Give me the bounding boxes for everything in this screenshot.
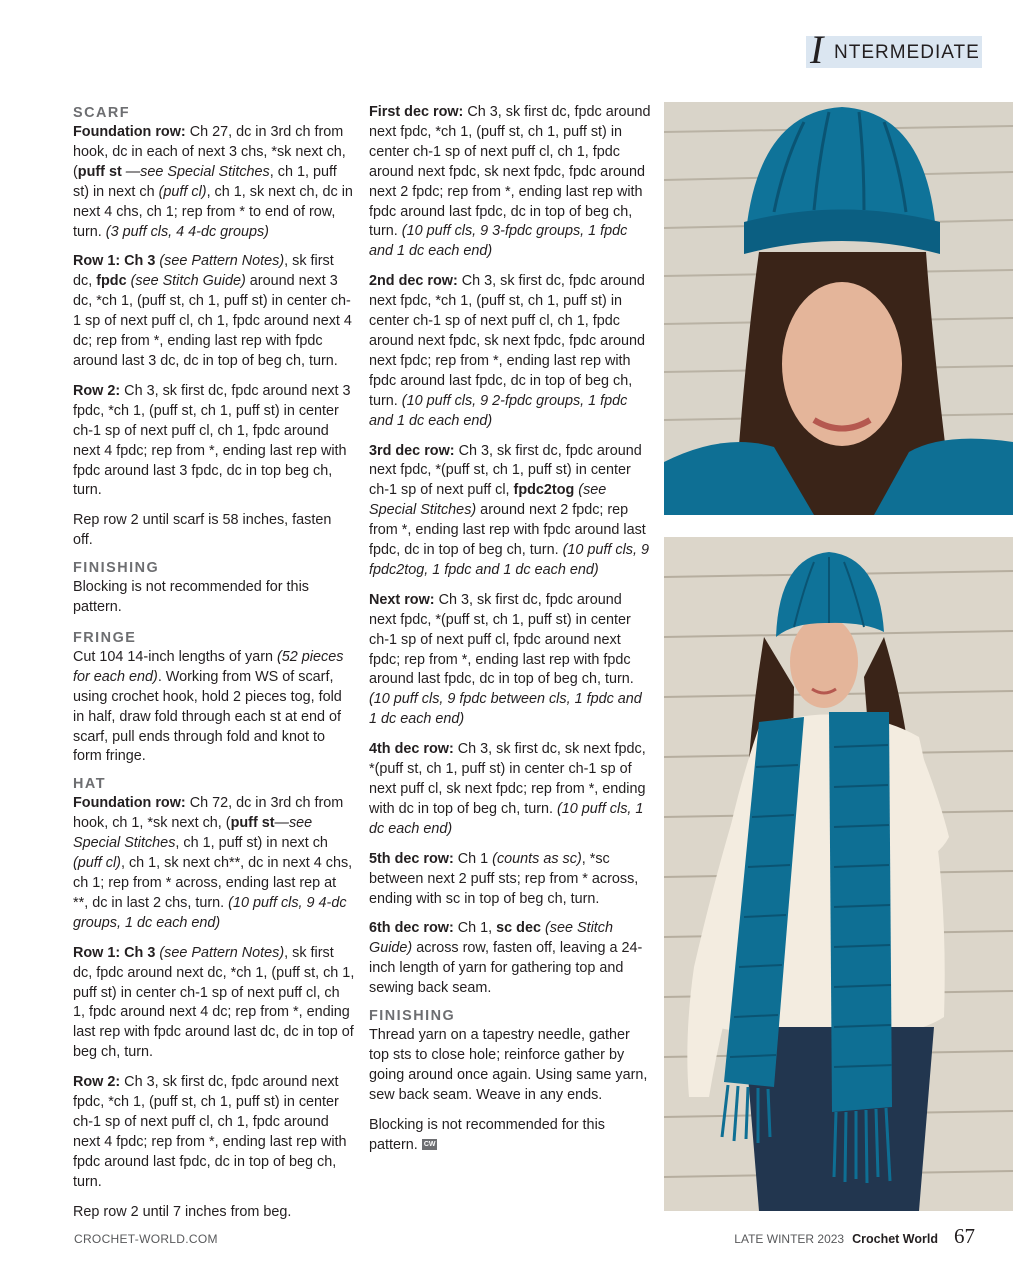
hat-finishing-text: Thread yarn on a tapestry needle, gather top sts to close hole; reinforce gather by going around once again. Using same yarn, sew back seam. Weave in any ends. [369,1027,648,1103]
section-heading-hat: HAT [73,776,107,793]
scarf-row-1: Row 1: Ch 3 (see Pattern Notes), sk first dc, fpdc (see Stitch Guide) around next 3 dc, *ch 1, (puff st, ch 1, puff st) in center ch-1 sp of next puff cl, ch 1, fpdc around next 4 dc; rep from *, ending last rep with fpdc around last 3 dc, dc in top of beg ch, turn. [73,253,352,369]
hat-dec-row-5: 5th dec row: Ch 1 (counts as sc), *sc between next 2 puff sts; rep from * across, ending with sc in top of beg ch, turn. [369,850,639,907]
scarf-foundation-row: Foundation row: Ch 27, dc in 3rd ch from hook, dc in each of next 3 chs, *sk next ch, (puff st —see Special Stitches, ch 1, puff st) in next ch (puff cl), ch 1, sk next ch, dc in next 4 chs, ch 1; rep from * to end of row, turn. (3 puff cls, 4 4-dc groups) [73,124,353,240]
section-heading-scarf: SCARF [73,105,131,121]
fringe-text: Cut 104 14-inch lengths of yarn (52 pieces for each end). Working from WS of scarf, using crochet hook, hold 2 pieces tog, fold in half, draw fold through each st at end of scarf, pull ends through fold and knot to form fringe. [73,648,344,765]
skill-level-label: NTERMEDIATE [834,42,980,63]
scarf-row-2: Row 2: Ch 3, sk first dc, fpdc around next 3 fpdc, *ch 1, (puff st, ch 1, puff st) in center ch-1 sp of next puff cl, ch 1, fpdc around next 4 fpdc; rep from *, ending last rep with fpdc around last 3 fpdc, dc in top beg ch, turn. [73,382,351,499]
hat-row-2: Row 2: Ch 3, sk first dc, fpdc around next fpdc, *ch 1, (puff st, ch 1, puff st) in center ch-1 sp of next puff cl, ch 1, fpdc around next 4 fpdc; rep from *, ending last rep with fpdc around last fpdc, dc in top of beg ch, turn. [73,1074,347,1190]
skill-level-initial: I [810,27,824,72]
hat-blocking-text: Blocking is not recommended for this pattern. CW [369,1116,605,1153]
section-heading-hat-finishing: FINISHING [369,1008,456,1025]
hat-closeup-photo [664,102,1013,515]
hat-dec-row-2: 2nd dec row: Ch 3, sk first dc, fpdc around next fpdc, *ch 1, (puff st, ch 1, puff st) in center ch-1 sp of next puff cl, ch 1, fpdc around next fpdc, sk next fpdc, fpdc around next fpdc; rep from *, ending last rep with fpdc around last fpdc, dc in top of beg ch, turn. (10 puff cls, 9 2-fpdc groups, 1 fpdc and 1 dc each end) [369,273,645,429]
hat-dec-row-6: 6th dec row: Ch 1, sc dec (see Stitch Guide) across row, fasten off, leaving a 24-inch length of yarn for gathering top and sewing back seam. [369,920,643,997]
hat-foundation-row: Foundation row: Ch 72, dc in 3rd ch from hook, ch 1, *sk next ch, (puff st—see Special Stitches, ch 1, puff st) in next ch (puff cl), ch 1, sk next ch**, dc in next 4 chs, ch 1; rep from * across, ending last rep at **, dc in last 2 chs, turn. (10 puff cls, 9 4-dc groups, 1 dc each end) [73,795,353,931]
hat-repeat: Rep row 2 until 7 inches from beg. [73,1203,292,1220]
pattern-column-left [73,103,355,1233]
hat-row-1: Row 1: Ch 3 (see Pattern Notes), sk first dc, fpdc around next dc, *ch 1, (puff st, ch 1, puff st) in center ch-1 sp of next puff cl, ch 1, fpdc around next 4 dc; rep from *, ending last rep with fpdc around last dc, dc in top of beg ch, turn. [73,944,355,1061]
end-mark-icon: CW [423,1141,436,1149]
page-number: 67 [954,1224,975,1248]
skill-level-badge [806,27,982,72]
section-heading-finishing: FINISHING [73,560,160,577]
hat-dec-row-4: 4th dec row: Ch 3, sk first dc, sk next fpdc, *(puff st, ch 1, puff st) in center ch-1 sp of next puff cl, sk next fpdc; rep from *, ending with dc in top of beg ch, turn. (10 puff cls, 1 dc each end) [369,741,646,837]
footer-issue-info [734,1224,975,1249]
hat-next-row: Next row: Ch 3, sk first dc, fpdc around next fpdc, *(puff st, ch 1, puff st) in center ch-1 sp of next puff cl, fpdc around next fpdc; rep from *, ending last rep with fpdc around last fpdc, dc in top of beg ch, turn. (10 puff cls, 9 fpdc between cls, 1 fpdc and 1 dc each end) [369,591,642,728]
section-heading-fringe: FRINGE [73,629,137,646]
footer-brand: Crochet World [852,1232,938,1246]
scarf-repeat: Rep row 2 until scarf is 58 inches, fasten off. [73,512,332,549]
scarf-and-hat-photo [664,537,1013,1211]
scarf-finishing-text: Blocking is not recommended for this pattern. [73,579,309,616]
hat-dec-row-3: 3rd dec row: Ch 3, sk first dc, fpdc around next fpdc, *(puff st, ch 1, puff st) in center ch-1 sp of next puff cl, fpdc2tog (see Special Stitches) around next 2 fpdc; rep from *, ending last rep with fpdc around last fpdc, dc in top of beg ch, turn. (10 puff cls, 9 fpdc2tog, 1 fpdc and 1 dc each end) [369,442,649,578]
pattern-column-middle [369,103,651,1166]
footer-issue: LATE WINTER 2023 [734,1232,845,1246]
footer-website: CROCHET-WORLD.COM [74,1232,218,1246]
hat-dec-row-1: First dec row: Ch 3, sk first dc, fpdc around next fpdc, *ch 1, (puff st, ch 1, puff st) in center ch-1 sp of next puff cl, ch 1, fpdc around next fpdc, sk next fpdc, fpdc around next 2 fpdc; rep from *, ending last rep with fpdc around last fpdc, dc in top of beg ch, turn. (10 puff cls, 9 3-fpdc groups, 1 fpdc and 1 dc each end) [369,104,651,260]
